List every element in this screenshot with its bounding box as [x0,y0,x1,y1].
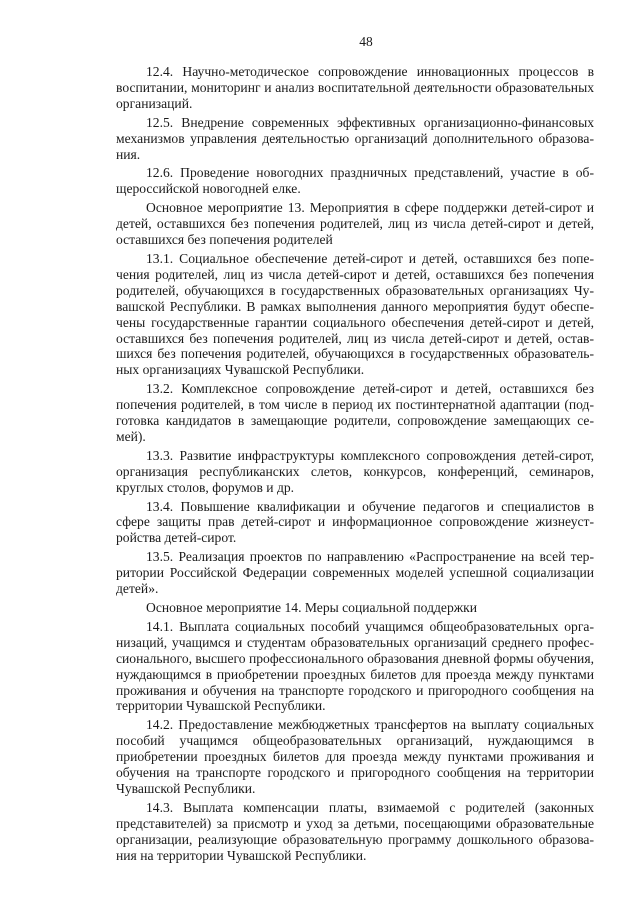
main-activity-14-heading: Основное мероприятие 14. Меры социальной поддержки [146,600,478,615]
document-page [116,34,594,867]
paragraph-14-1: 14.1. Выплата социальных пособий учащимся общеобразовательных организаций, учащимся и студентам образовательных организаций среднего профессионального, высшего профессионального образования дневной формы обучения, нуждающимся в приобретении проездных билетов для проезда между пунктами проживания и обучения на транспорте городского и пригородного сообщения на территории Чувашской Республики. [116,618,594,714]
main-activity-13-heading: Основное мероприятие 13. Мероприятия в сфере поддержки детей-сирот и детей, оставшихся без попечения родителей, лиц из числа детей-сирот и детей, оставшихся без попечения родителей [116,200,594,248]
paragraph-12-6: 12.6. Проведение новогодних праздничных представлений, участие в общероссийской новогодней елке. [116,165,594,197]
paragraph-13-1: 13.1. Социальное обеспечение детей-сирот и детей, оставшихся без попечения родителей, лиц из числа детей-сирот и детей, оставшихся без попечения родителей, обучающихся в государственных образовательных организациях Чувашской Республики. В рамках выполнения данного мероприятия будут обеспечены государственные гарантии социального обеспечения детей-сирот и детей, оставшихся без попечения родителей, лиц из числа детей-сирот и детей, оставшихся без попечения родителей, обучающихся в государственных образовательных организациях Чувашской Республики. [116,250,594,378]
paragraph-12-5: 12.5. Внедрение современных эффективных организационно-финансовых механизмов управления деятельностью организаций дополнительного образования. [116,114,594,162]
paragraph-13-3: 13.3. Развитие инфраструктуры комплексного сопровождения детей-сирот, организация республиканских слетов, конкурсов, конференций, семинаров, круглых столов, форумов и др. [116,447,594,495]
paragraph-14-2: 14.2. Предоставление межбюджетных трансфертов на выплату социальных пособий учащимся общеобразовательных организаций, нуждающимся в приобретении проездных билетов для проезда между пунктами проживания и обучения на транспорте городского и пригородного сообщения на территории Чувашской Республики. [116,717,594,796]
paragraph-13-4: 13.4. Повышение квалификации и обучение педагогов и специалистов в сфере защиты прав детей-сирот и информационное сопровождение жизнеустройства детей-сирот. [116,498,594,546]
page-number: 48 [359,34,373,49]
paragraph-14-3: 14.3. Выплата компенсации платы, взимаемой с родителей (законных представителей) за присмотр и уход за детьми, посещающими образовательные организации, реализующие образовательную программу дошкольного образования на территории Чувашской Республики. [116,799,594,863]
paragraph-13-5: 13.5. Реализация проектов по направлению «Распространение на всей территории Российской Федерации современных моделей успешной социализации детей». [116,549,594,597]
paragraph-13-2: 13.2. Комплексное сопровождение детей-сирот и детей, оставшихся без попечения родителей, в том числе в период их постинтернатной адаптации (подготовка кандидатов в замещающие родители, сопровождение замещающих семей). [116,381,594,444]
paragraph-12-4: 12.4. Научно-методическое сопровождение инновационных процессов в воспитании, мониторинг и анализ воспитательной деятельности образовательных организаций. [116,64,594,111]
